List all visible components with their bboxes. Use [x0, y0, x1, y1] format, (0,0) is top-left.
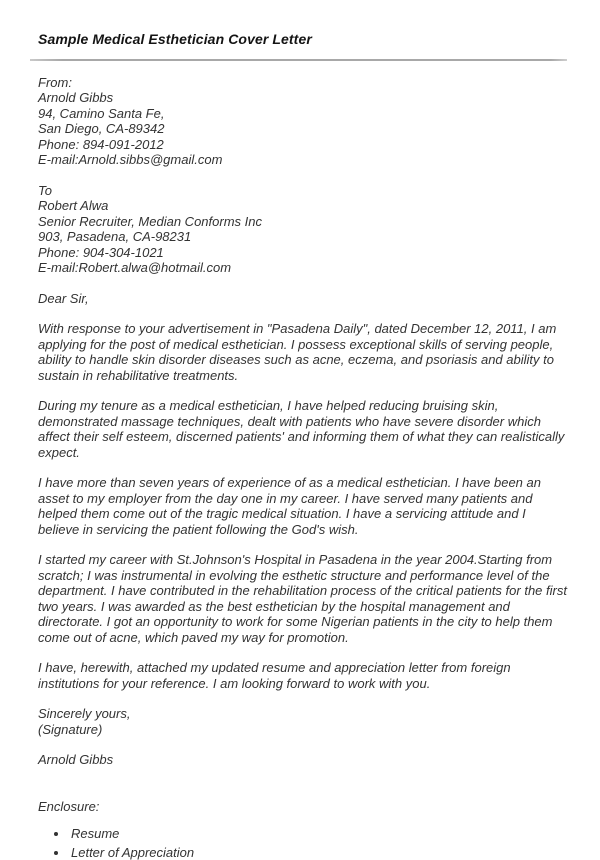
enclosure-item: • Resume: [69, 826, 567, 842]
body-paragraph-5: I have, herewith, attached my updated resume and appreciation letter from foreign institutions for your reference. I am looking forward to work with you.: [38, 660, 567, 691]
to-city: 903, Pasadena, CA-98231: [38, 229, 567, 245]
valediction: Sincerely yours,: [38, 706, 567, 722]
from-address-block: [38, 75, 567, 168]
salutation: Dear Sir,: [38, 291, 567, 307]
to-title: Senior Recruiter, Median Conforms Inc: [38, 214, 567, 230]
title-divider: [30, 59, 567, 61]
page-title: Sample Medical Esthetician Cover Letter: [38, 32, 567, 48]
body-paragraph-1: With response to your advertisement in "Pasadena Daily", dated December 12, 2011, I am applying for the post of medical esthetician. I possess exceptional skills of serving people, ability to handle skin disorder diseases such as acne, eczema, and psoriasis and ability to sustain in rehabilitative treatments.: [38, 321, 567, 383]
body-paragraph-4: I started my career with St.Johnson's Hospital in Pasadena in the year 2004.Starting from scratch; I was instrumental in evolving the esthetic structure and performance level of the department. I have contributed in the rehabilitation process of the critical patients for the first two years. I was awarded as the best esthetician by the hospital management and directorate. I got an opportunity to work for some Nigerian patients in the city to help them come out of acne, which paved my way for promotion.: [38, 552, 567, 645]
from-street: 94, Camino Santa Fe,: [38, 106, 567, 122]
body-paragraph-3: I have more than seven years of experience of as a medical esthetician. I have been an asset to my employer from the day one in my career. I have served many patients and helped them come out of the tragic medical situation. I have a servicing attitude and I believe in servicing the patient following the God's wish.: [38, 475, 567, 537]
signature-placeholder: (Signature): [38, 722, 567, 738]
to-phone: Phone: 904-304-1021: [38, 245, 567, 261]
from-city: San Diego, CA-89342: [38, 121, 567, 137]
to-email: E-mail:Robert.alwa@hotmail.com: [38, 260, 567, 276]
enclosure-list: [38, 826, 567, 860]
to-name: Robert Alwa: [38, 198, 567, 214]
from-label: From:: [38, 75, 567, 91]
enclosure-item: • Letter of Appreciation: [69, 845, 567, 860]
to-label: To: [38, 183, 567, 199]
to-address-block: [38, 183, 567, 276]
enclosure-label: Enclosure:: [38, 799, 567, 815]
from-phone: Phone: 894-091-2012: [38, 137, 567, 153]
signature-name: Arnold Gibbs: [38, 752, 567, 768]
from-name: Arnold Gibbs: [38, 90, 567, 106]
from-email: E-mail:Arnold.sibbs@gmail.com: [38, 152, 567, 168]
body-paragraph-2: During my tenure as a medical esthetician, I have helped reducing bruising skin, demonstrated massage techniques, dealt with patients who have severe disorder which affect their self esteem, discerned patients' and informing them of what they can realistically expect.: [38, 398, 567, 460]
closing-block: [38, 706, 567, 768]
